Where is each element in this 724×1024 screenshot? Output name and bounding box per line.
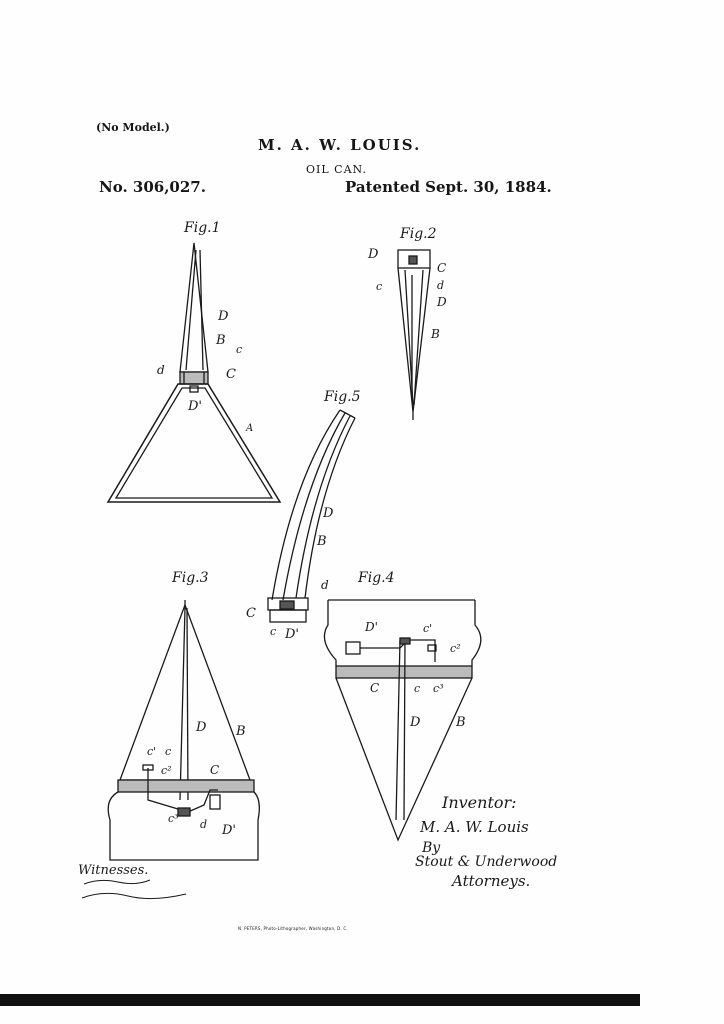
fig1-drawing xyxy=(108,243,280,502)
no-model-label: (No Model.) xyxy=(96,121,170,134)
fig2-ref-d: d xyxy=(437,279,445,292)
patent-date: Patented Sept. 30, 1884. xyxy=(345,178,552,196)
fig4-ref-D: D xyxy=(410,715,421,730)
lithographer-imprint: N. PETERS, Photo-Lithographer, Washington, D. C. xyxy=(238,926,348,931)
fig1-ref-Dprime: D' xyxy=(188,399,202,414)
inventor-label: Inventor: xyxy=(442,793,517,812)
fig4-ref-cprime: c' xyxy=(423,622,433,635)
scan-bottom-edge xyxy=(0,994,640,1006)
fig2-ref-D2: D xyxy=(437,295,447,309)
fig5-ref-d: d xyxy=(321,578,329,592)
fig5-ref-B: B xyxy=(317,534,327,549)
attorneys-firm: Stout & Underwood xyxy=(415,854,558,870)
fig3-ref-d: d xyxy=(200,818,208,831)
fig2-label: Fig.2 xyxy=(400,226,437,242)
fig1-ref-C: C xyxy=(226,367,236,382)
fig1-ref-B: B xyxy=(216,333,226,348)
fig5-label: Fig.5 xyxy=(324,389,361,405)
fig5-ref-Dprime: D' xyxy=(285,627,299,642)
fig5-ref-c: c xyxy=(270,625,277,638)
fig3-label: Fig.3 xyxy=(172,570,209,586)
fig4-ref-c2: c² xyxy=(450,642,461,655)
fig3-ref-D: D xyxy=(196,720,207,735)
inventor-name: M. A. W. LOUIS. xyxy=(258,136,422,154)
fig1-ref-D: D xyxy=(218,309,229,324)
fig5-ref-C: C xyxy=(246,606,256,621)
fig4-label: Fig.4 xyxy=(358,570,395,586)
fig4-ref-c3: c³ xyxy=(433,682,444,695)
fig5-ref-D: D xyxy=(323,506,334,521)
fig3-ref-c2: c² xyxy=(161,764,172,777)
fig4-ref-Dprime: D' xyxy=(365,620,378,634)
attorneys-label: Attorneys. xyxy=(452,872,531,890)
fig4-ref-C: C xyxy=(370,681,380,695)
fig2-drawing xyxy=(398,250,430,420)
witnesses-label: Witnesses. xyxy=(78,863,149,878)
fig3-ref-c3: c³ xyxy=(168,812,179,825)
fig5-drawing xyxy=(268,410,355,622)
fig3-ref-cprime: c' xyxy=(147,745,157,758)
patent-number: No. 306,027. xyxy=(99,178,206,196)
patent-title: OIL CAN. xyxy=(306,163,367,176)
fig3-ref-c: c xyxy=(165,745,172,758)
fig1-label: Fig.1 xyxy=(184,220,221,236)
fig4-ref-c: c xyxy=(414,682,421,695)
fig2-ref-C: C xyxy=(437,261,447,275)
fig3-ref-Dprime: D' xyxy=(222,823,236,838)
fig1-ref-c: c xyxy=(236,343,243,356)
fig2-ref-B: B xyxy=(431,327,440,341)
fig1-ref-A: A xyxy=(246,423,254,434)
fig2-ref-D: D xyxy=(368,247,379,262)
fig3-ref-C: C xyxy=(210,763,220,777)
fig4-ref-B: B xyxy=(456,715,466,730)
fig2-ref-c: c xyxy=(376,280,383,293)
fig3-ref-B: B xyxy=(236,724,246,739)
inventor-signature: M. A. W. Louis xyxy=(420,818,529,836)
fig1-ref-d: d xyxy=(157,363,165,377)
by-label: By xyxy=(422,840,441,856)
